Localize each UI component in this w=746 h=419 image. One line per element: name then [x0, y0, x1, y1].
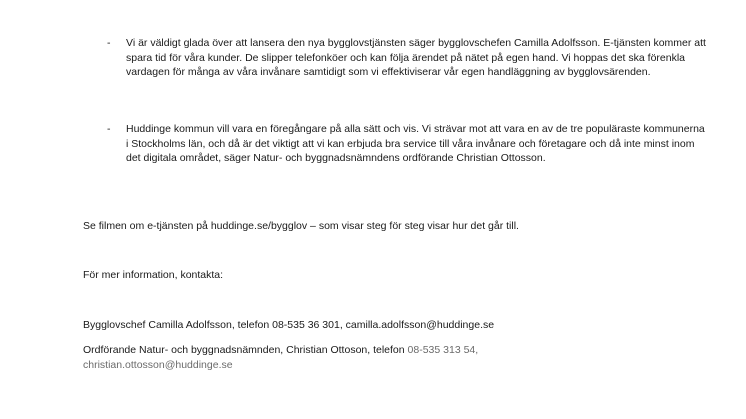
contact-heading: För mer information, kontakta:	[83, 269, 224, 281]
quote-adolfsson: Vi är väldigt glada över att lansera den nya bygglovstjänsten säger bygglovschefen Camilla Adolfsson. E-tjänsten kommer att spara tid för våra kunder. De slipper telefonköer och kan följa ärendet på nätet på egen hand. Vi hoppas det ska förenkla vardagen för många av våra invånare samtidigt som vi effektiviserar vår egen handläggning av bygglovsärenden.	[126, 37, 706, 78]
contact-ottosson-phone: 08-535 313 54,	[407, 344, 479, 356]
contact-ottosson	[83, 343, 723, 372]
bullet-marker: -	[107, 37, 111, 49]
quote-ottosson: Huddinge kommun vill vara en föregångare på alla sätt och vis. Vi strävar mot att vara en av de tre populäraste kommunerna i Stockholms län, och då är det viktigt att vi kan erbjuda bra service till våra invånare och företagare och då inte minst inom det digitala området, säger Natur- och byggnadsnämndens ordförande Christian Ottosson.	[126, 123, 705, 164]
bullet-marker: -	[107, 123, 111, 135]
contact-ottosson-email: christian.ottosson@huddinge.se	[83, 358, 233, 371]
contact-ottosson-prefix: Ordförande Natur- och byggnadsnämnden, Christian Ottoson, telefon	[83, 344, 408, 356]
film-paragraph: Se filmen om e-tjänsten på huddinge.se/bygglov – som visar steg för steg visar hur det går till.	[83, 220, 519, 232]
contact-adolfsson: Bygglovschef Camilla Adolfsson, telefon 08-535 36 301, camilla.adolfsson@huddinge.se	[83, 319, 495, 331]
